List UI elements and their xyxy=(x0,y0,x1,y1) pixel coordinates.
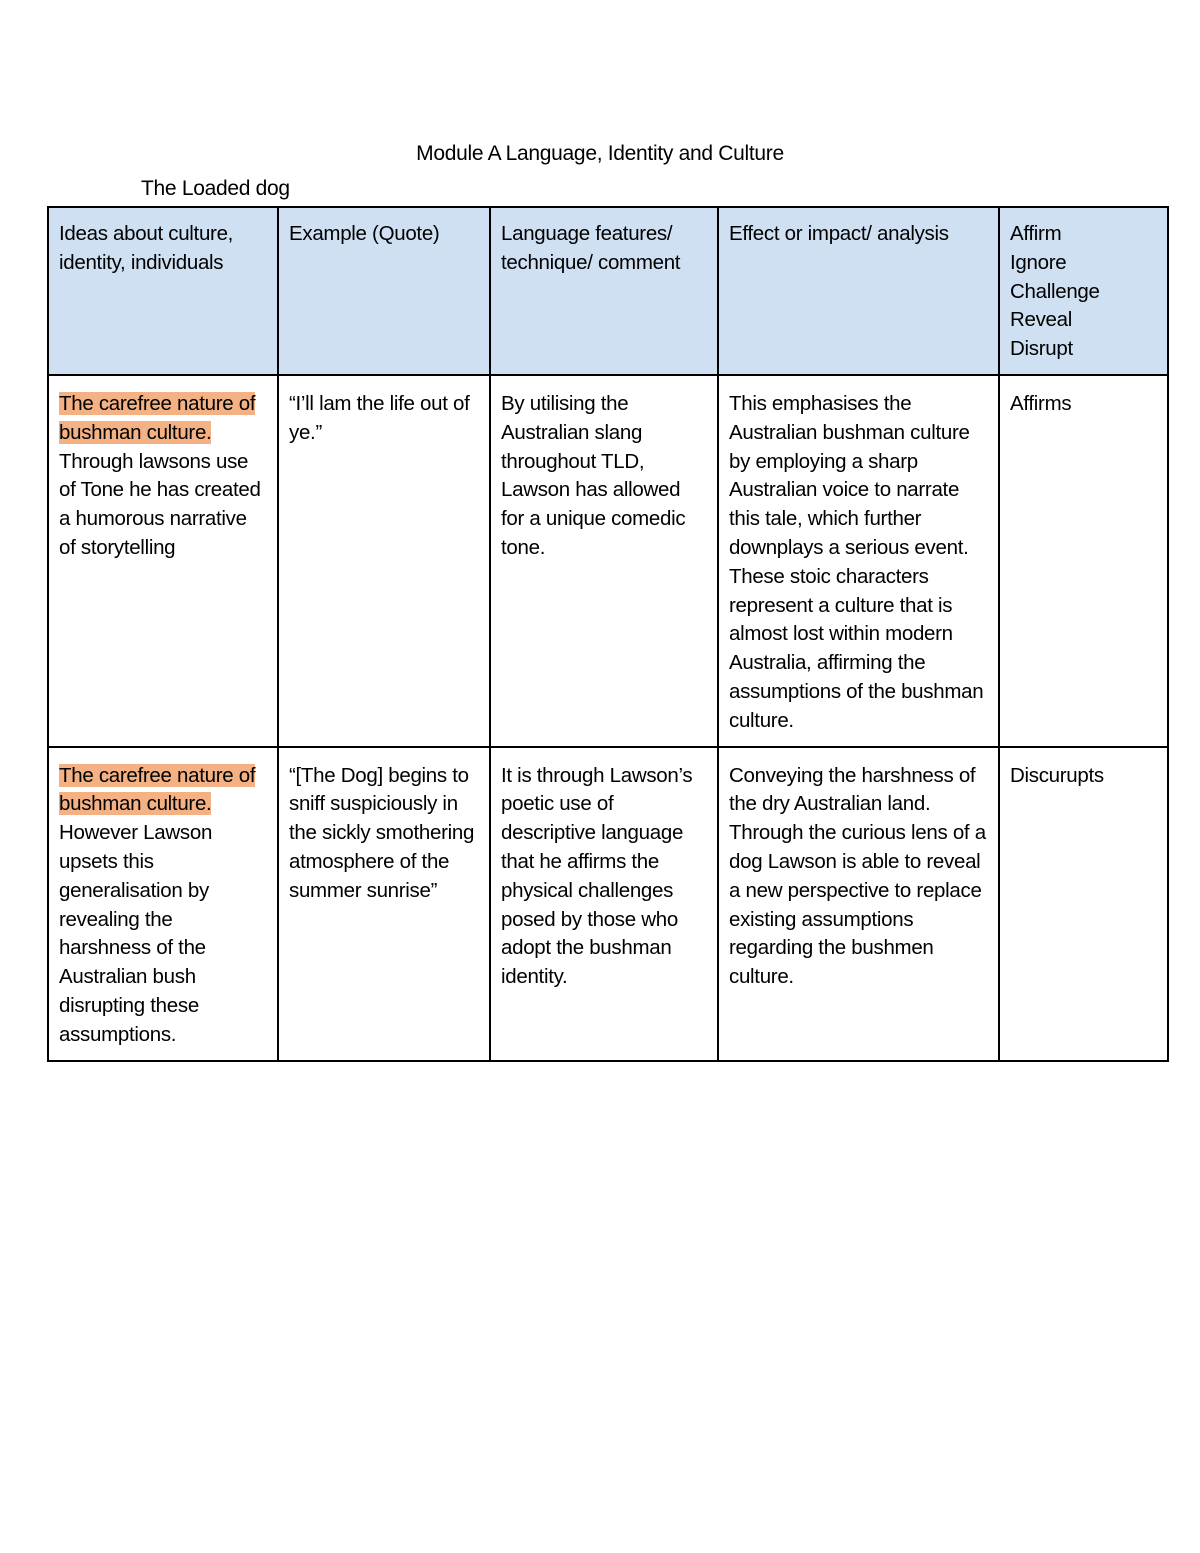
technique-cell: It is through Lawson’s poetic use of descriptive language that he affirms the physical challenges posed by those who adopt the bushman identity. xyxy=(490,747,718,1061)
idea-cell xyxy=(48,747,278,1061)
stance-disrupt: Disrupt xyxy=(1010,337,1073,361)
stance-affirm: Affirm xyxy=(1010,222,1062,245)
header-ideas: Ideas about culture, identity, individuals xyxy=(48,207,278,375)
quote-cell: “[The Dog] begins to sniff suspiciously in the sickly smothering atmosphere of the summer sunrise” xyxy=(278,747,490,1061)
highlighted-idea: The carefree nature of bushman culture. xyxy=(59,391,256,444)
header-example: Example (Quote) xyxy=(278,207,490,375)
idea-explanation: Through lawsons use of Tone he has created a humorous narrative of storytelling xyxy=(59,449,261,559)
table-header-row xyxy=(48,207,1168,375)
highlighted-idea: The carefree nature of bushman culture. xyxy=(59,763,256,816)
table-row xyxy=(48,747,1168,1061)
stance-reveal: Reveal xyxy=(1010,308,1073,332)
header-stance xyxy=(999,207,1168,375)
idea-cell xyxy=(48,375,278,747)
effect-cell: This emphasises the Australian bushman culture by employing a sharp Australian voice to narrate this tale, which further downplays a serious event. These stoic characters represent a culture that is almost lost within modern Australia, affirming the assumptions of the bushman culture. xyxy=(718,375,999,747)
table-row xyxy=(48,375,1168,747)
quote-cell: “I’ll lam the life out of ye.” xyxy=(278,375,490,747)
verdict-cell: Affirms xyxy=(999,375,1168,747)
header-effect: Effect or impact/ analysis xyxy=(718,207,999,375)
stance-challenge: Challenge xyxy=(1010,279,1100,303)
stance-ignore: Ignore xyxy=(1010,250,1067,274)
technique-cell: By utilising the Australian slang throughout TLD, Lawson has allowed for a unique comedic tone. xyxy=(490,375,718,747)
text-title: The Loaded dog xyxy=(141,177,290,200)
analysis-table xyxy=(47,206,1169,1062)
page-title: Module A Language, Identity and Culture xyxy=(416,142,784,165)
verdict-cell: Discurupts xyxy=(999,747,1168,1061)
idea-explanation: However Lawson upsets this generalisation by revealing the harshness of the Australian bush disrupting these assumptions. xyxy=(59,821,213,1046)
effect-cell: Conveying the harshness of the dry Australian land. Through the curious lens of a dog Lawson is able to reveal a new perspective to replace existing assumptions regarding the bushmen culture. xyxy=(718,747,999,1061)
header-language-features: Language features/ technique/ comment xyxy=(490,207,718,375)
